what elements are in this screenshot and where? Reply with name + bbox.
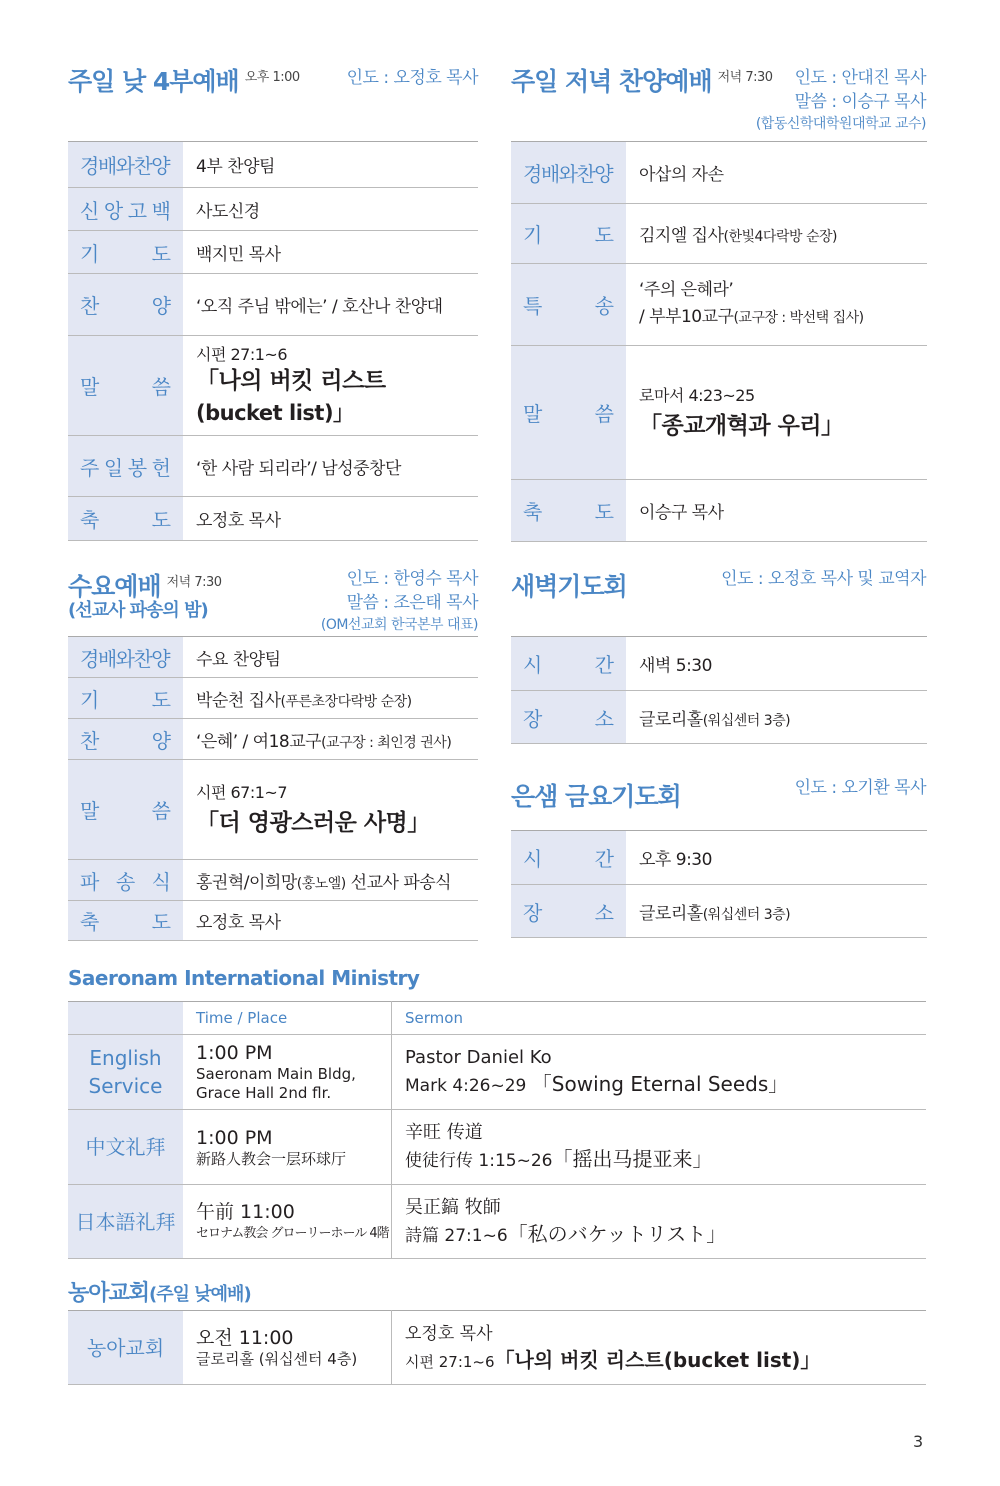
- header-time-place: Time / Place: [183, 1002, 392, 1035]
- program-row: [511, 691, 927, 744]
- program-row: [68, 860, 478, 901]
- row-value: ‘은혜’ / 여18교구: [196, 731, 322, 752]
- sermon-title: 「나의 버킷 리스트: [196, 368, 386, 394]
- program-row: [68, 497, 478, 541]
- row-value: 홍권혁/이희망: [196, 872, 297, 893]
- row-value-note: (한빛4다락방 순장): [723, 229, 837, 245]
- row-value: 백지민 목사: [183, 231, 478, 274]
- sermon-reference: Mark 4:26~29: [405, 1076, 527, 1096]
- program-row: [68, 637, 478, 678]
- friday-title: 은샘 금요기도회: [511, 782, 681, 811]
- international-table: [68, 1001, 926, 1259]
- service-time: 오전 11:00: [196, 1327, 294, 1349]
- sermon-title: 「나의 버킷 리스트(bucket list)」: [494, 1347, 821, 1372]
- international-row: [68, 1110, 926, 1185]
- service-label: English Service: [68, 1035, 183, 1110]
- service-time: 1:00 PM: [196, 1126, 273, 1149]
- row-label: 축 도: [80, 508, 171, 532]
- international-row: [68, 1035, 926, 1110]
- program-row: [68, 760, 478, 860]
- sunday-evening-program-table: [511, 141, 927, 542]
- sermon-reference: 로마서 4:23~25: [639, 386, 755, 405]
- sunday4-title: 주일 낮 4부예배 $^{오후 1:00}$: [68, 67, 300, 96]
- deaf-table: [68, 1310, 926, 1385]
- program-row: [68, 336, 478, 436]
- row-value-note: (워십센터 3층): [702, 906, 791, 923]
- dawn-title: 새벽기도회: [511, 572, 627, 601]
- dawn-leader: 인도 : 오정호 목사 및 교역자: [721, 569, 926, 589]
- friday-leader: 인도 : 오기환 목사: [794, 778, 926, 798]
- row-value: ‘한 사람 되리라’/ 남성중창단: [183, 436, 478, 497]
- wednesday-time: 저녁 7:30: [166, 575, 222, 590]
- sunday4-leader: 인도 : 오정호 목사: [346, 68, 478, 88]
- row-value: ‘오직 주님 밖에는’ / 호산나 찬양대: [183, 274, 478, 336]
- row-label: 장 소: [523, 900, 614, 925]
- program-row: [511, 637, 927, 691]
- program-row: [511, 142, 927, 204]
- service-preacher: Pastor Daniel Ko: [405, 1047, 552, 1068]
- wednesday-leaders: [321, 567, 478, 635]
- row-value: 오정호 목사: [183, 901, 478, 941]
- row-label: 말 씀: [80, 375, 171, 399]
- row-value: 새벽 5:30: [626, 637, 927, 691]
- program-row: [511, 480, 927, 542]
- sermon-title: 「종교개혁과 우리」: [639, 413, 844, 439]
- row-label: 찬 양: [80, 728, 171, 753]
- service-place: 新路人教会一层环球厅: [196, 1149, 347, 1168]
- row-value: 글로리홀: [639, 709, 703, 730]
- service-place-cont: Grace Hall 2nd flr.: [196, 1084, 332, 1102]
- row-label: 말 씀: [80, 799, 171, 823]
- service-preacher: 吴正鎬 牧師: [405, 1196, 501, 1218]
- sunday-evening-preacher: 말씀 : 이승구 목사: [794, 92, 926, 112]
- row-label: 찬 양: [80, 294, 171, 318]
- row-label: 경배와찬양: [523, 162, 613, 186]
- row-value: 김지엘 집사: [639, 226, 724, 246]
- international-row: [68, 1185, 926, 1259]
- program-row: [511, 204, 927, 264]
- program-row: [511, 885, 927, 938]
- row-label: 기 도: [80, 241, 171, 266]
- friday-program-table: [511, 830, 927, 938]
- header-sermon: Sermon: [392, 1002, 927, 1035]
- sermon-reference: 시편 67:1~7: [196, 783, 288, 802]
- deaf-title: 농아교회(주일 낮예배): [68, 1281, 251, 1306]
- service-place: 글로리홀 (워십센터 4층): [196, 1350, 358, 1368]
- row-label: 경배와찬양: [80, 154, 170, 178]
- row-value: ‘주의 은혜라’: [639, 280, 734, 300]
- deaf-title-paren: (주일 낮예배): [149, 1284, 251, 1305]
- sunday4-leaders: [347, 66, 478, 90]
- row-value: 글로리홀: [639, 903, 703, 924]
- row-label: 말 씀: [523, 402, 614, 426]
- program-row: [511, 264, 927, 346]
- row-label: 파 송 식: [80, 869, 171, 894]
- row-value: 오후 9:30: [626, 831, 927, 885]
- service-place: セロナム教会 グローリーホール 4階: [196, 1226, 389, 1241]
- row-value-cont: / 부부10교구: [639, 307, 734, 327]
- row-value-note: (홍노엘): [296, 875, 346, 892]
- row-value: 오정호 목사: [183, 497, 478, 541]
- row-value: 이승구 목사: [626, 480, 927, 542]
- program-row: [68, 231, 478, 274]
- sunday-evening-title: 주일 저녁 찬양예배 $^{저녁 7:30}$: [511, 67, 773, 96]
- row-value: 사도신경: [183, 188, 478, 231]
- program-row: [68, 901, 478, 941]
- service-preacher: 辛旺 传道: [405, 1122, 483, 1143]
- service-label: 中文礼拜: [68, 1110, 183, 1185]
- program-row: [68, 719, 478, 760]
- dawn-program-table: [511, 636, 927, 744]
- wednesday-preacher: 말씀 : 조은태 목사: [346, 593, 478, 613]
- sermon-reference: 使徒行传 1:15~26: [405, 1151, 553, 1171]
- wednesday-preacher-note: (OM선교회 한국본부 대표): [320, 617, 478, 633]
- row-value: 박순천 집사: [196, 690, 281, 711]
- row-value-note: (교구장 : 박선택 집사): [733, 310, 864, 326]
- sermon-title: 「私のバケットリスト」: [507, 1221, 727, 1246]
- row-value-note: (푸른초장다락방 순장): [280, 693, 412, 710]
- program-row: [68, 436, 478, 497]
- row-value: 아삽의 자손: [626, 142, 927, 204]
- sunday4-program-table: [68, 141, 478, 541]
- program-row: [68, 142, 478, 188]
- row-label: 특 송: [523, 294, 614, 318]
- sunday-evening-preacher-note: (합동신학대학원대학교 교수): [755, 116, 926, 132]
- service-label: 日本語礼拜: [68, 1185, 183, 1259]
- sunday4-time: 오후 1:00: [244, 70, 300, 85]
- sunday-evening-leader: 인도 : 안대진 목사: [794, 68, 926, 88]
- row-label: 신 앙 고 백: [80, 198, 171, 223]
- service-time: 午前 11:00: [196, 1201, 295, 1223]
- row-label: 경배와찬양: [80, 646, 170, 671]
- wednesday-program-table: [68, 636, 478, 941]
- wednesday-leader: 인도 : 한영수 목사: [346, 569, 478, 589]
- row-label: 시 간: [523, 847, 614, 871]
- sunday-evening-time: 저녁 7:30: [717, 70, 773, 85]
- row-value-note: (교구장 : 최인경 권사): [321, 734, 452, 751]
- program-row: [68, 188, 478, 231]
- row-label: 기 도: [80, 687, 171, 712]
- service-place: Saeronam Main Bldg,: [196, 1065, 356, 1083]
- service-label: 농아교회: [68, 1311, 183, 1385]
- row-value: 4부 찬양팀: [183, 142, 478, 188]
- row-label: 축 도: [80, 910, 171, 934]
- row-label: 기 도: [523, 223, 614, 247]
- sermon-reference: 시편 27:1~6: [196, 345, 288, 364]
- row-value-cont: 선교사 파송식: [345, 872, 452, 893]
- service-time: 1:00 PM: [196, 1042, 273, 1064]
- row-label: 주 일 봉 헌: [80, 455, 171, 480]
- wednesday-title: 수요예배 $^{저녁 7:30}$: [68, 572, 222, 601]
- sermon-title-cont: (bucket list)」: [196, 401, 354, 425]
- row-label: 축 도: [523, 500, 614, 524]
- program-row: [68, 678, 478, 719]
- international-title: Saeronam International Ministry: [68, 966, 420, 990]
- row-label: 시 간: [523, 653, 614, 677]
- sunday-evening-leaders: [756, 66, 926, 134]
- wednesday-subtitle: (선교사 파송의 밤): [68, 600, 208, 621]
- row-value: 수요 찬양팀: [183, 637, 478, 678]
- sermon-reference: 시편 27:1~6: [405, 1352, 495, 1371]
- sermon-title: 「摇出马提亚来」: [552, 1147, 713, 1171]
- program-row: [68, 274, 478, 336]
- service-preacher: 오정호 목사: [405, 1323, 493, 1344]
- sermon-title: 「더 영광스러운 사명」: [196, 810, 430, 836]
- deaf-row: [68, 1311, 926, 1385]
- program-row: [511, 831, 927, 885]
- international-header-row: [68, 1002, 926, 1035]
- sermon-reference: 詩篇 27:1~6: [405, 1225, 508, 1246]
- program-row: [511, 346, 927, 480]
- sermon-title: 「Sowing Eternal Seeds」: [531, 1072, 789, 1096]
- page-number: 3: [913, 1432, 924, 1451]
- row-value-note: (워십센터 3층): [702, 712, 791, 729]
- row-label: 장 소: [523, 706, 614, 731]
